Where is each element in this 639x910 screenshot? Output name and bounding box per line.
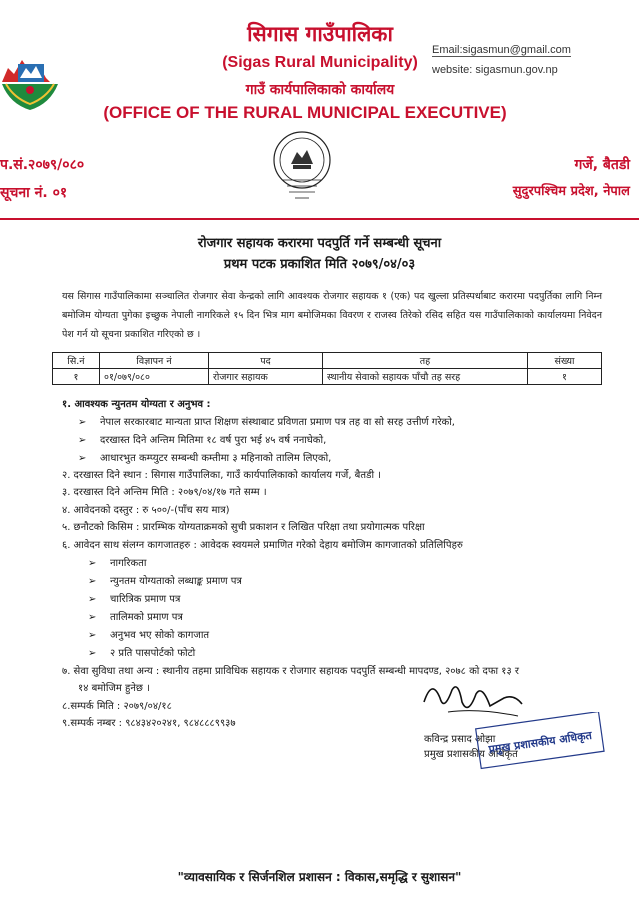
list-item: ➢ अनुभव भए सोको कागजात bbox=[88, 630, 210, 641]
office-name-en: (OFFICE OF THE RURAL MUNICIPAL EXECUTIVE) bbox=[103, 103, 507, 122]
municipality-name-en: (Sigas Rural Municipality) bbox=[222, 54, 418, 71]
nepal-emblem-icon bbox=[0, 38, 62, 114]
section-benefits-cont: १४ बमोजिम हुनेछ । bbox=[78, 683, 150, 694]
section-deadline: ३. दरखास्त दिने अन्तिम मिति : २०७९/०४/१७ गते सम्म । bbox=[62, 487, 267, 498]
cell-post: रोजगार सहायक bbox=[209, 369, 323, 385]
list-item: ➢ चारित्रिक प्रमाण पत्र bbox=[88, 594, 181, 605]
contact-block bbox=[432, 40, 632, 80]
cell-sn: १ bbox=[53, 369, 100, 385]
list-item: ➢ न्युनतम योग्यताको लब्धाङ्क प्रमाण पत्र bbox=[88, 576, 242, 587]
section-documents: ६. आवेदन साथ संलग्न कागजातहरु : आवेदक स्वयमले प्रमाणित गरेको देहाय बमोजिम कागजातको प्रतिलिपिहरु bbox=[62, 540, 463, 551]
arrow-icon: ➢ bbox=[88, 558, 97, 569]
signer-designation: प्रमुख प्रशासकीय अधिकृत bbox=[424, 749, 518, 760]
table-row bbox=[53, 369, 602, 385]
email-address: Email:sigasmun@gmail.com bbox=[432, 44, 571, 56]
office-seal-icon bbox=[255, 118, 350, 213]
section-benefits: ७. सेवा सुविधा तथा अन्य : स्थानीय तहमा प्राविधिक सहायक र रोजगार सहायक पदपुर्ति सम्बन्धी मापदण्ड, २०७८ को दफा १३ र bbox=[62, 666, 519, 677]
arrow-icon: ➢ bbox=[78, 435, 87, 446]
section-selection: ५. छनौटको किसिम : प्रारम्भिक योग्यताक्रमको सुची प्रकाशन र लिखित परिक्षा तथा प्रयोगात्मक परिक्षा bbox=[62, 522, 425, 533]
cell-ad-no: ०१/०७९/०८० bbox=[100, 369, 209, 385]
arrow-icon: ➢ bbox=[88, 576, 97, 587]
list-item: ➢ तालिमको प्रमाण पत्र bbox=[88, 612, 183, 623]
municipality-name-np: सिगास गाउँपालिका bbox=[247, 21, 393, 46]
website-address: website: sigasmun.gov.np bbox=[432, 64, 558, 76]
cell-count: १ bbox=[528, 369, 602, 385]
list-item: ➢ नेपाल सरकारबाट मान्यता प्राप्त शिक्षण संस्थाबाट प्रविणता प्रमाण पत्र तह वा सो सरह उत्तीर्ण गरेको, bbox=[78, 417, 455, 428]
office-name-np: गाउँ कार्यपालिकाको कार्यालय bbox=[245, 82, 395, 98]
col-header-post: पद bbox=[209, 353, 323, 369]
footer-motto: "व्यावसायिक र सिर्जनशिल प्रशासन : विकास,समृद्धि र सुशासन" bbox=[177, 870, 462, 884]
address-place: गर्जे, बैतडी bbox=[574, 157, 630, 173]
arrow-icon: ➢ bbox=[78, 417, 87, 428]
arrow-icon: ➢ bbox=[78, 453, 87, 464]
arrow-icon: ➢ bbox=[88, 648, 97, 659]
section-contact-number: ९.सम्पर्क नम्बर : ९८४३४२०२४१, ९८४८८८९९३७ bbox=[62, 718, 236, 729]
arrow-icon: ➢ bbox=[88, 612, 97, 623]
notice-title: रोजगार सहायक करारमा पदपुर्ति गर्ने सम्बन्धी सूचना bbox=[197, 236, 442, 251]
section-apply-place: २. दरखास्त दिने स्थान : सिगास गाउँपालिका, गाउँ कार्यपालिकाको कार्यालय गर्जे, बैतडी । bbox=[62, 470, 381, 481]
col-header-count: संख्या bbox=[528, 353, 602, 369]
section-fee: ४. आवेदनको दस्तुर : रु ५००/-(पाँच सय मात्र) bbox=[62, 505, 230, 516]
list-item: ➢ दरखास्त दिने अन्तिम मितिमा १८ वर्ष पुरा भई ४५ वर्ष ननाघेको, bbox=[78, 435, 327, 446]
cell-level: स्थानीय सेवाको सहायक पाँचौ तह सरह bbox=[323, 369, 528, 385]
list-item: ➢ २ प्रति पासपोर्टको फोटो bbox=[88, 648, 196, 659]
official-stamp-icon bbox=[470, 712, 610, 770]
section-qualification: १. आवश्यक न्युनतम योग्यता र अनुभव : bbox=[62, 399, 211, 410]
svg-text:प्रमुख प्रशासकीय अधिकृत: प्रमुख प्रशासकीय अधिकृत bbox=[487, 728, 593, 757]
vacancy-table bbox=[52, 352, 602, 385]
section-contact-date: ८.सम्पर्क मिति : २०७९/०४/१८ bbox=[62, 701, 172, 712]
header-divider bbox=[0, 218, 639, 220]
signer-name: कविन्द्र प्रसाद ओझा bbox=[424, 734, 496, 745]
address-province: सुदुरपश्चिम प्रदेश, नेपाल bbox=[512, 184, 630, 199]
reference-number: प.सं.२०७९/०८० bbox=[0, 157, 85, 173]
col-header-ad-no: विज्ञापन नं bbox=[100, 353, 209, 369]
arrow-icon: ➢ bbox=[88, 594, 97, 605]
notice-subtitle: प्रथम पटक प्रकाशित मिति २०७९/०४/०३ bbox=[223, 257, 416, 272]
list-item: ➢ आधारभुत कम्प्युटर सम्बन्धी कम्तीमा ३ महिनाको तालिम लिएको, bbox=[78, 453, 332, 464]
col-header-sn: सि.नं bbox=[53, 353, 100, 369]
col-header-level: तह bbox=[323, 353, 528, 369]
notice-intro: यस सिगास गाउँपालिकामा सञ्चालित रोजगार सेवा केन्द्रको लागि आवश्यक रोजगार सहायक १ (एक) पद खुल्ला प्रतिस्पर्धाबाट करारमा पदपुर्तिका लागि निम्न बमोजिम योग्यता पुगेका इच्छुक नेपाली नागरिकले १५ दिन भित्र माग बमोजिमका विवरण र राजस्व तिरेको रसिद सहित यस गाउँपालिकाको कार्यालयमा निवेदन पेश गर्न यो सूचना प्रकाशित गरिएको छ । bbox=[62, 291, 602, 340]
table-header-row bbox=[53, 353, 602, 369]
arrow-icon: ➢ bbox=[88, 630, 97, 641]
list-item: ➢ नागरिकता bbox=[88, 558, 147, 569]
notice-number: सूचना नं. ०१ bbox=[0, 185, 68, 201]
